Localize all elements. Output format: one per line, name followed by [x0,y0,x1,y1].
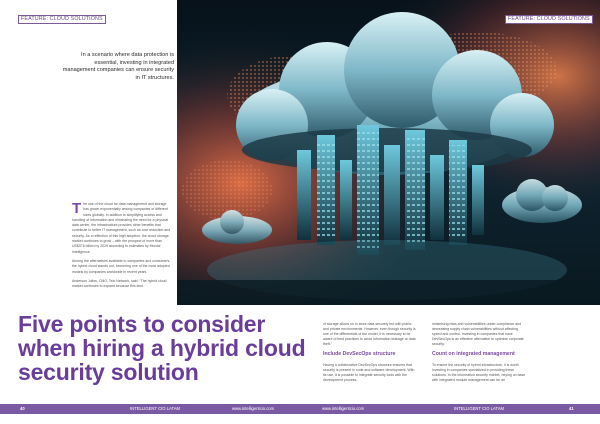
subheading: Include DevSecOps structure [323,351,396,357]
magazine-name-right: INTELLIGENT CIO LATAM [454,406,505,411]
website-link-left[interactable]: www.intelligentcio.com [232,406,275,411]
body-paragraph: of storage allows us to store data securely but with public and private environments. However, even though security is one of the differentials of the model, it is necessary to be aware of best practices to avoid information leakage or data theft.” [323,322,416,346]
intro-text: In a scenario where data protection is essential, investing in integrated management companies can ensure security in IT structures. [62,52,174,81]
body-paragraph: minimising risks and vulnerabilities under compliance and decreasing supply chain vulnerabilities without affecting speed and control. Investing in companies that have DevSecOps is an effective alternative to optimise corporate security. [432,322,524,346]
body-column-right-2 [432,322,527,387]
body-paragraph: Among the alternatives available to companies and consumers, the hybrid cloud stands out, becoming one of the most adopted models by companies worldwide in recent years. [72,258,171,274]
hero-image [177,0,600,305]
dropcap: T [72,200,82,217]
body-paragraph: Having a collaborative DevSecOps structure ensures that security is present in code and software development. With its use, it is possible to integrate security tools with the development process, [323,363,415,382]
website-link-right[interactable]: www.intelligentcio.com [322,406,365,411]
section-tag-left: FEATURE: CLOUD SOLUTIONS [18,15,106,24]
page-number-right: 41 [569,406,574,411]
article-headline: Five points to consider when hiring a hybrid cloud security solution [18,311,306,385]
body-paragraph: To ensure the security of hybrid infrastructure, it is worth investing in companies specialized in providing these solutions. In the information security market, relying on base with integrated module management can be an [432,363,526,382]
body-text: he use of the cloud for data management and storage has grown exponentially among companies of different sizes globally. In addition to simplifying access and handling of information and eliminating the need for a physical data center, the infrastructure provides other benefits that contribute to better IT management, such as cost reduction and security. As a reflection of this high adoption, the cloud storage market continues to grow – with the prospect of more than US$376 billion by 2029 according to estimates by Mordor Intelligence. [72,202,171,254]
body-column-right-1 [323,322,418,387]
subheading: Count on integrated management [432,351,515,357]
section-tag-right: FEATURE: CLOUD SOLUTIONS [505,15,593,24]
page-number-left: 40 [20,406,25,411]
body-paragraph: Anderson Julios, CMO, Telo Network, said: “The hybrid cloud market continues to expand because this kind [72,278,167,289]
body-paragraph [72,202,172,255]
body-column-left [72,202,172,293]
magazine-name-left: INTELLIGENT CIO LATAM [130,406,181,411]
footer-bar [0,404,600,414]
